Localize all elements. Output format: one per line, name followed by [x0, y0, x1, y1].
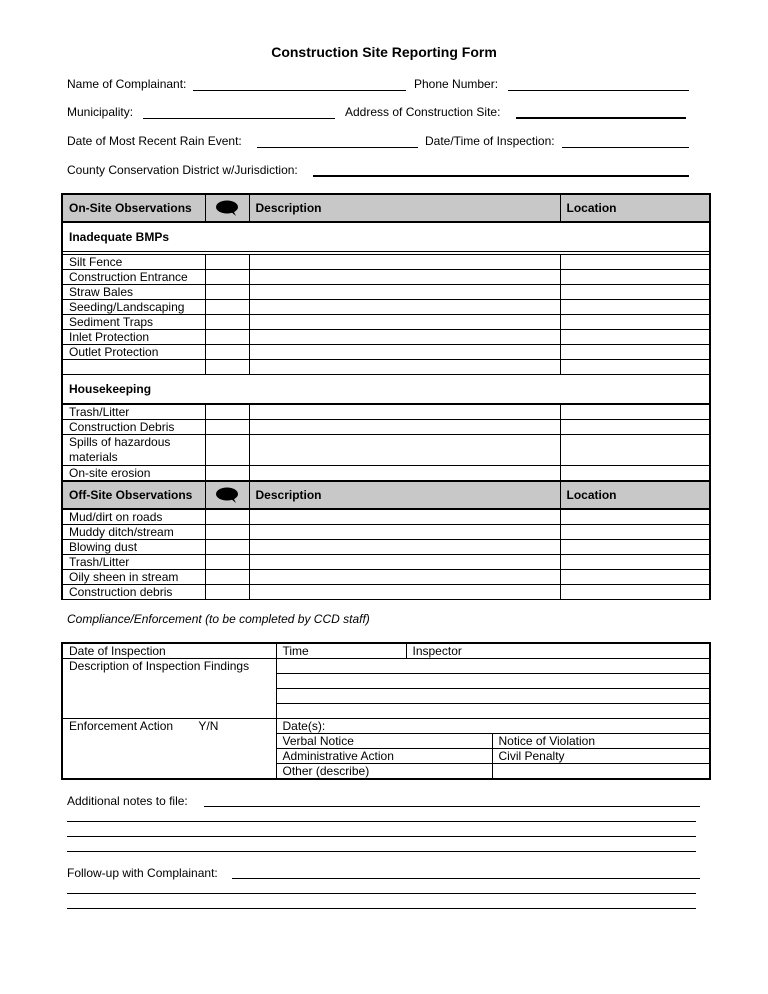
- location-cell[interactable]: [560, 525, 710, 540]
- table-row: [62, 270, 710, 285]
- dates-label: Date(s):: [276, 719, 710, 734]
- description-cell[interactable]: [249, 509, 560, 525]
- onsite-location-header: Location: [560, 194, 710, 222]
- followup-line[interactable]: [67, 908, 696, 909]
- notes-line[interactable]: [67, 821, 696, 822]
- onsite-description-header: Description: [249, 194, 560, 222]
- administrative-action: Administrative Action: [276, 749, 492, 764]
- followup-line[interactable]: [67, 893, 696, 894]
- other-blank[interactable]: [492, 764, 710, 780]
- check-cell[interactable]: [205, 405, 249, 420]
- findings-line[interactable]: [276, 674, 710, 689]
- check-cell[interactable]: [205, 330, 249, 345]
- description-cell[interactable]: [249, 285, 560, 300]
- offsite-header-row: [62, 481, 710, 509]
- findings-label: Description of Inspection Findings: [62, 659, 276, 719]
- findings-line[interactable]: [276, 689, 710, 704]
- description-cell[interactable]: [249, 420, 560, 435]
- description-cell[interactable]: [249, 300, 560, 315]
- check-cell[interactable]: [205, 585, 249, 600]
- findings-line[interactable]: [276, 704, 710, 719]
- description-cell[interactable]: [249, 570, 560, 585]
- table-row: [62, 466, 710, 482]
- location-cell[interactable]: [560, 300, 710, 315]
- table-row: [62, 420, 710, 435]
- enforcement-label: Enforcement Action: [69, 719, 174, 733]
- empty-cell[interactable]: [62, 360, 205, 375]
- table-row: [62, 509, 710, 525]
- table-row: [62, 300, 710, 315]
- table-row: [62, 585, 710, 600]
- check-cell[interactable]: [205, 270, 249, 285]
- description-cell[interactable]: [249, 405, 560, 420]
- check-cell[interactable]: [205, 509, 249, 525]
- check-cell[interactable]: [205, 466, 249, 482]
- bmp-item: Sediment Traps: [62, 315, 205, 330]
- location-cell[interactable]: [560, 540, 710, 555]
- check-cell[interactable]: [205, 360, 249, 375]
- table-row: [62, 255, 710, 270]
- offsite-location-header: Location: [560, 481, 710, 509]
- offsite-description-header: Description: [249, 481, 560, 509]
- table-row: [62, 540, 710, 555]
- notes-line[interactable]: [67, 851, 696, 852]
- speech-bubble-icon: [205, 481, 249, 509]
- description-cell[interactable]: [249, 525, 560, 540]
- table-row: [62, 330, 710, 345]
- description-cell[interactable]: [249, 315, 560, 330]
- table-row: [62, 285, 710, 300]
- rain-date-field[interactable]: [257, 147, 418, 148]
- offsite-item: Oily sheen in stream: [62, 570, 205, 585]
- check-cell[interactable]: [205, 285, 249, 300]
- housekeeping-item: Construction Debris: [62, 420, 205, 435]
- enforcement-blank[interactable]: [62, 764, 276, 780]
- location-cell[interactable]: [560, 255, 710, 270]
- check-cell[interactable]: [205, 300, 249, 315]
- bmp-item: Silt Fence: [62, 255, 205, 270]
- complainant-label: Name of Complainant:: [67, 77, 187, 91]
- municipality-label: Municipality:: [67, 105, 134, 119]
- compliance-heading: Compliance/Enforcement (to be completed by CCD staff): [67, 612, 370, 626]
- location-cell[interactable]: [560, 466, 710, 482]
- notes-line[interactable]: [67, 836, 696, 837]
- municipality-field[interactable]: [143, 118, 335, 119]
- bmp-item: Seeding/Landscaping: [62, 300, 205, 315]
- district-label: County Conservation District w/Jurisdiction:: [67, 163, 298, 177]
- onsite-header: On-Site Observations: [62, 194, 205, 222]
- check-cell[interactable]: [205, 255, 249, 270]
- description-cell[interactable]: [249, 555, 560, 570]
- findings-line[interactable]: [276, 659, 710, 674]
- location-cell[interactable]: [560, 360, 710, 375]
- inspection-datetime-field[interactable]: [562, 147, 689, 148]
- table-row: [62, 345, 710, 360]
- location-cell[interactable]: [560, 405, 710, 420]
- enforcement-action-cell: [62, 719, 276, 734]
- description-cell[interactable]: [249, 270, 560, 285]
- description-cell[interactable]: [249, 466, 560, 482]
- bmp-item: Inlet Protection: [62, 330, 205, 345]
- district-field[interactable]: [313, 175, 689, 177]
- check-cell[interactable]: [205, 435, 249, 466]
- location-cell[interactable]: [560, 555, 710, 570]
- housekeeping-item: On-site erosion: [62, 466, 205, 482]
- description-cell[interactable]: [249, 435, 560, 466]
- housekeeping-item: Trash/Litter: [62, 405, 205, 420]
- location-cell[interactable]: [560, 315, 710, 330]
- location-cell[interactable]: [560, 285, 710, 300]
- offsite-item: Construction debris: [62, 585, 205, 600]
- location-cell[interactable]: [560, 509, 710, 525]
- bmp-heading: Inadequate BMPs: [62, 222, 710, 252]
- rain-date-label: Date of Most Recent Rain Event:: [67, 134, 242, 148]
- check-cell[interactable]: [205, 345, 249, 360]
- description-cell[interactable]: [249, 585, 560, 600]
- verbal-notice: Verbal Notice: [276, 734, 492, 749]
- form-title: Construction Site Reporting Form: [271, 44, 497, 60]
- check-cell[interactable]: [205, 315, 249, 330]
- housekeeping-item: Spills of hazardous materials: [62, 435, 205, 466]
- bmp-item: Construction Entrance: [62, 270, 205, 285]
- compliance-table: [61, 642, 711, 780]
- offsite-item: Mud/dirt on roads: [62, 509, 205, 525]
- bmp-item: Straw Bales: [62, 285, 205, 300]
- description-cell[interactable]: [249, 330, 560, 345]
- table-row: [62, 315, 710, 330]
- offsite-item: Muddy ditch/stream: [62, 525, 205, 540]
- offsite-header: Off-Site Observations: [62, 481, 205, 509]
- bmp-item: Outlet Protection: [62, 345, 205, 360]
- phone-field[interactable]: [508, 90, 689, 91]
- description-cell[interactable]: [249, 360, 560, 375]
- location-cell[interactable]: [560, 585, 710, 600]
- notice-of-violation: Notice of Violation: [492, 734, 710, 749]
- location-cell[interactable]: [560, 345, 710, 360]
- check-cell[interactable]: [205, 540, 249, 555]
- description-cell[interactable]: [249, 345, 560, 360]
- location-cell[interactable]: [560, 435, 710, 466]
- followup-line[interactable]: [232, 878, 700, 879]
- time-label: Time: [276, 643, 406, 659]
- inspection-datetime-label: Date/Time of Inspection:: [425, 134, 555, 148]
- address-field[interactable]: [516, 117, 686, 119]
- table-row: [62, 435, 710, 466]
- housekeeping-heading: Housekeeping: [62, 375, 710, 404]
- offsite-item: Blowing dust: [62, 540, 205, 555]
- description-cell[interactable]: [249, 255, 560, 270]
- enforcement-blank[interactable]: [62, 749, 276, 764]
- address-label: Address of Construction Site:: [345, 105, 501, 119]
- phone-label: Phone Number:: [414, 77, 499, 91]
- description-cell[interactable]: [249, 540, 560, 555]
- check-cell[interactable]: [205, 555, 249, 570]
- followup-label: Follow-up with Complainant:: [67, 866, 218, 880]
- observations-table: [61, 193, 711, 600]
- enforcement-blank[interactable]: [62, 734, 276, 749]
- other-describe: Other (describe): [276, 764, 492, 780]
- table-row: [62, 570, 710, 585]
- location-cell[interactable]: [560, 330, 710, 345]
- notes-line[interactable]: [204, 806, 700, 807]
- civil-penalty: Civil Penalty: [492, 749, 710, 764]
- table-row: [62, 405, 710, 420]
- check-cell[interactable]: [205, 525, 249, 540]
- table-row: [62, 525, 710, 540]
- location-cell[interactable]: [560, 270, 710, 285]
- additional-notes-label: Additional notes to file:: [67, 794, 188, 808]
- onsite-header-row: [62, 194, 710, 222]
- offsite-item: Trash/Litter: [62, 555, 205, 570]
- check-cell[interactable]: [205, 420, 249, 435]
- complainant-field[interactable]: [193, 90, 406, 91]
- location-cell[interactable]: [560, 420, 710, 435]
- yn-label: Y/N: [198, 719, 219, 733]
- table-row: [62, 555, 710, 570]
- date-of-inspection-label: Date of Inspection: [62, 643, 276, 659]
- speech-bubble-icon: [205, 194, 249, 222]
- location-cell[interactable]: [560, 570, 710, 585]
- inspector-label: Inspector: [406, 643, 710, 659]
- check-cell[interactable]: [205, 570, 249, 585]
- table-row: [62, 360, 710, 375]
